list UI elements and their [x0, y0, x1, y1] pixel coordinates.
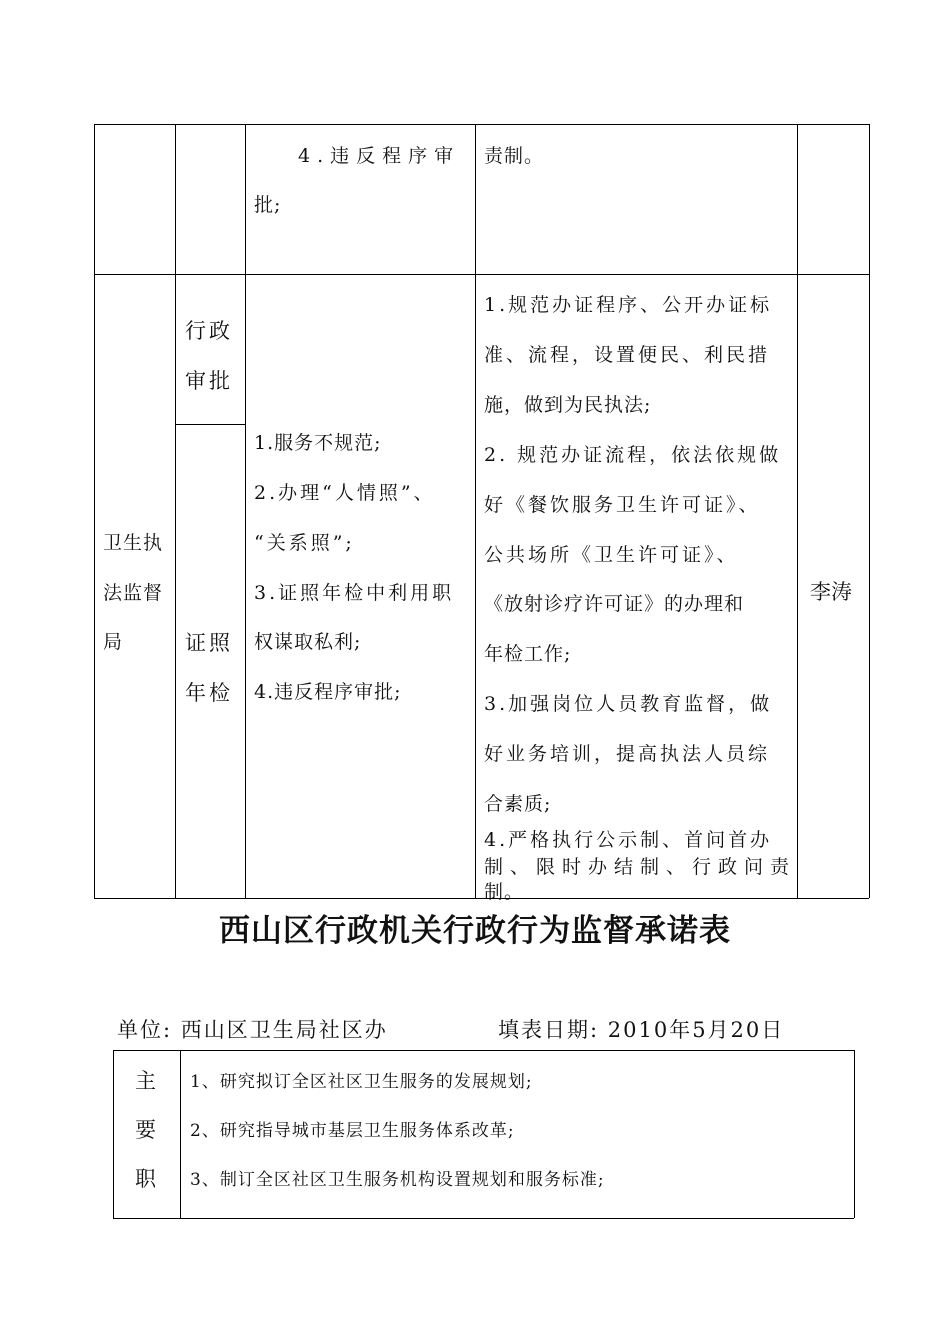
measure-cell-line: 准、流程，设置便民、利民措 — [484, 344, 771, 366]
item-cell-line: 证照 — [185, 631, 233, 655]
table-border — [94, 274, 869, 275]
table-border — [475, 124, 476, 898]
table-border — [175, 424, 245, 425]
measure-cell-line: 1.规范办证程序、公开办证标 — [484, 294, 773, 316]
measure-cell-line: 4.严格执行公示制、首问首办 — [484, 829, 773, 851]
table-border — [94, 124, 95, 898]
table-border — [797, 124, 798, 898]
duty-item: 3、制订全区社区卫生服务机构设置规划和服务标准; — [190, 1170, 605, 1190]
table-border — [94, 124, 869, 125]
table-border — [113, 1050, 854, 1051]
responsible-person: 李涛 — [810, 580, 852, 604]
risk-cell-line: 3.证照年检中利用职 — [254, 582, 455, 604]
item-cell-line: 年检 — [185, 681, 233, 705]
duty-item: 1、研究拟订全区社区卫生服务的发展规划; — [190, 1072, 533, 1092]
page-title: 西山区行政机关行政行为监督承诺表 — [219, 913, 731, 949]
measure-cell-line: 年检工作; — [484, 643, 572, 665]
table-border — [869, 124, 870, 898]
duty-item: 2、研究指导城市基层卫生服务体系改革; — [190, 1121, 515, 1141]
measure-cell-line: 好《餐饮服务卫生许可证》、 — [484, 494, 761, 516]
measure-cell-line: 2. 规范办证流程，依法依规做 — [484, 444, 782, 466]
measure-cell-line: 3.加强岗位人员教育监督，做 — [484, 693, 773, 715]
table-border — [175, 124, 176, 898]
risk-cell-line: “关系照”; — [254, 532, 355, 554]
duties-label-char: 职 — [135, 1167, 156, 1191]
risk-cell-line: 4.违反程序审 — [298, 145, 461, 167]
measure-cell-line: 《放射诊疗许可证》的办理和 — [484, 593, 745, 615]
table-border — [245, 124, 246, 898]
risk-cell-line: 批; — [254, 194, 282, 216]
table-border — [180, 1050, 181, 1218]
table-border — [854, 1050, 855, 1218]
risk-cell-line: 4.违反程序审批; — [254, 681, 402, 703]
measure-cell-line: 合素质; — [484, 793, 552, 815]
measure-cell-line: 制、限时办结制、行政问责 — [484, 856, 797, 878]
item-cell-line: 审批 — [185, 369, 233, 393]
measure-cell-line: 施，做到为民执法; — [484, 394, 652, 416]
measure-cell-line: 责制。 — [484, 145, 545, 167]
measure-cell-line: 制。 — [484, 881, 525, 903]
risk-cell-line: 1.服务不规范; — [254, 432, 382, 454]
unit-cell-line: 法监督 — [103, 582, 164, 604]
duties-label-char: 主 — [135, 1069, 156, 1093]
fill-date: 填表日期: 2010年5月20日 — [498, 1018, 785, 1042]
unit-cell-line: 局 — [103, 631, 124, 653]
measure-cell-line: 公共场所《卫生许可证》、 — [484, 544, 739, 566]
unit-label: 单位: 西山区卫生局社区办 — [117, 1018, 388, 1042]
table-border — [113, 1218, 854, 1219]
table-border — [113, 1050, 114, 1218]
unit-cell-line: 卫生执 — [103, 532, 164, 554]
risk-cell-line: 2.办理“人情照”、 — [254, 482, 436, 504]
measure-cell-line: 好业务培训，提高执法人员综 — [484, 743, 771, 765]
table-border — [94, 898, 869, 899]
duties-label-char: 要 — [135, 1118, 156, 1142]
item-cell-line: 行政 — [185, 319, 233, 343]
risk-cell-line: 权谋取私利; — [254, 631, 362, 653]
